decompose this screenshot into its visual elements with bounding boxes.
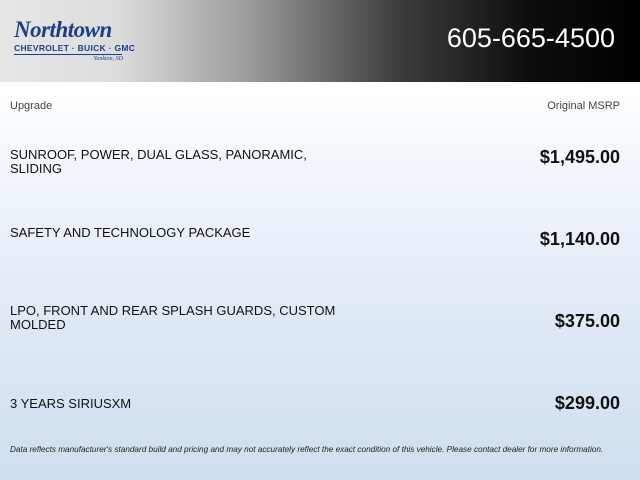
upgrade-name-splash-guards: LPO, FRONT AND REAR SPLASH GUARDS, CUSTOM MOLDED	[10, 303, 336, 332]
logo-script-text: Northtown	[14, 17, 112, 42]
pricing-disclaimer: Data reflects manufacturer's standard build and pricing and may not accurately reflect the exact condition of this vehicle. Please contact dealer for more information.	[10, 445, 604, 454]
upgrade-name-safety-tech: SAFETY AND TECHNOLOGY PACKAGE	[10, 225, 251, 240]
logo-brands-text: CHEVROLET · BUICK · GMC	[14, 43, 136, 53]
dealer-phone-number[interactable]: 605-665-4500	[446, 23, 615, 53]
upgrade-price-sunroof: $1,495.00	[539, 147, 620, 167]
upgrade-price-splash-guards: $375.00	[554, 311, 620, 331]
logo-divider	[14, 54, 122, 55]
header-banner	[0, 0, 640, 82]
upgrade-price-siriusxm: $299.00	[554, 393, 620, 413]
upgrade-price-safety-tech: $1,140.00	[539, 229, 620, 249]
logo-city-text: Yankton, SD	[93, 56, 123, 62]
msrp-column-header: Original MSRP	[547, 100, 620, 112]
upgrade-name-siriusxm: 3 YEARS SIRIUSXM	[10, 396, 132, 411]
dealer-logo[interactable]	[12, 17, 136, 64]
upgrade-column-header: Upgrade	[10, 100, 53, 112]
upgrade-name-sunroof: SUNROOF, POWER, DUAL GLASS, PANORAMIC, SLIDING	[10, 147, 307, 176]
